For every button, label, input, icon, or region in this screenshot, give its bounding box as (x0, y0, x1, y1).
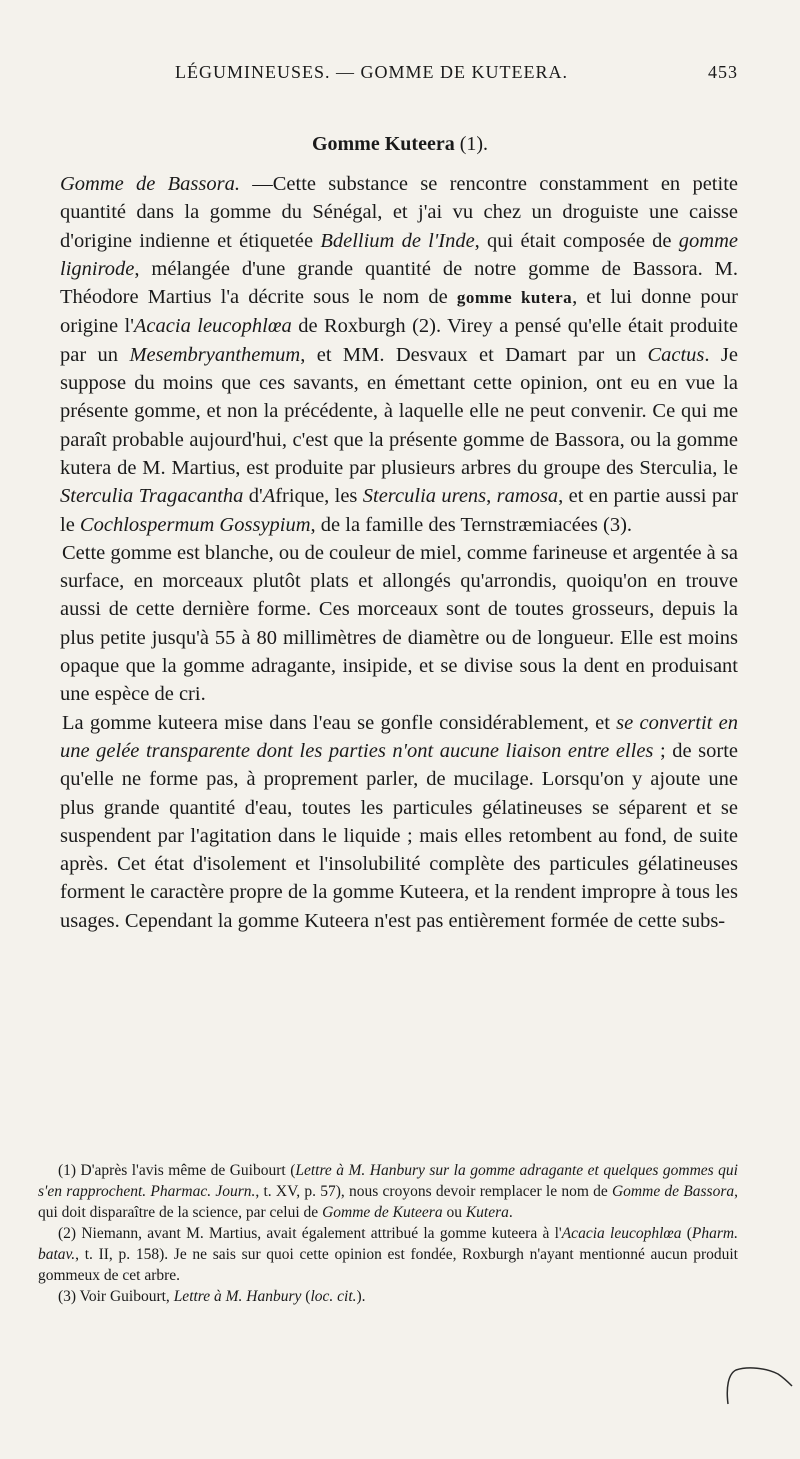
text-run: ou (442, 1204, 466, 1221)
footnote-1 (38, 1160, 738, 1223)
paragraph-properties (60, 709, 738, 935)
text-run: , qui doit disparaître de la science, par celui de (38, 1183, 738, 1221)
text-run: (2) Niemann, avant M. Martius, avait également attribué la gomme kuteera à l' (58, 1225, 562, 1242)
text-run: (3) Voir Guibourt, (58, 1288, 174, 1305)
footnote-3 (38, 1286, 738, 1307)
running-header-title: LÉGUMINEUSES. — GOMME DE KUTEERA. (175, 62, 568, 82)
pencil-mark-icon (722, 1364, 794, 1410)
italic-run: Cactus (647, 343, 705, 366)
italic-run: Lettre à M. Hanbury (173, 1288, 302, 1305)
text-run: ). (356, 1288, 366, 1305)
paragraph-gomme-de-bassora (60, 170, 738, 539)
italic-run: Cochlospermum Gossypium (79, 513, 311, 536)
text-run: d' (243, 485, 263, 508)
bold-run: gomme kutera (456, 288, 573, 308)
italic-run: se convertit en une gelée transparente dont les parties n'ont aucune liaison entre elles (60, 711, 738, 762)
italic-run: gomme lignirode (60, 229, 738, 280)
italic-run: Bdellium de l'Inde (320, 229, 475, 252)
text-run: , t. II, p. 158). Je ne sais sur quoi cette opinion est fondée, Roxburgh n'ayant mentionné aucun produit gommeux de cet arbre. (38, 1246, 738, 1284)
body-text (60, 170, 738, 935)
italic-run: ramosa (496, 485, 559, 508)
text-run: , et lui donne pour origine l' (60, 286, 738, 338)
text-run: , mélangée d'une grande quantité de notre gomme de Bassora. M. Théodore Martius l'a décrite sous le nom de (60, 257, 738, 309)
text-run: —Cette substance se rencontre constamment en petite quantité dans la gomme du Sénégal, et j'ai vu chez un droguiste une caisse d'origine indienne et étiquetée (60, 173, 738, 252)
italic-run: A (262, 485, 276, 508)
text-run: de Roxburgh (2). Virey a pensé qu'elle était produite par un (60, 315, 738, 366)
text-run: , qui était composée de (474, 229, 679, 252)
text-run: . Je suppose du moins que ces savants, en émettant cette opinion, ont eu en vue la présente gomme, et non la précédente, à laquelle elle ne peut convenir. Ce qui me paraît probable aujourd'hui, c'est que la présente gomme de Bassora, ou la gomme kutera de M. Martius, est produite par plusieurs arbres du groupe des Sterculia, le (60, 343, 738, 479)
text-run: frique, les (275, 485, 363, 508)
italic-run: Mesembryanthemum (129, 343, 301, 366)
italic-run: Gomme de Kuteera (322, 1204, 443, 1221)
text-run: , (486, 485, 497, 508)
italic-run: loc. cit. (310, 1288, 357, 1305)
footnote-2 (38, 1223, 738, 1286)
text-run: , de la famille des Ternstræmiacées (3). (310, 513, 633, 536)
page-number: 453 (708, 62, 738, 82)
text-run: Cette gomme est blanche, ou de couleur de miel, comme farineuse et argentée à sa surface, en morceaux plutôt plats et allongés qu'arrondis, quoiqu'on en trouve aussi de cette dernière forme. Ces morceaux sont de toutes grosseurs, depuis la plus petite jusqu'à 55 à 80 millimètres de diamètre ou de longueur. Elle est moins opaque que la gomme adragante, insipide, et se divise sous la dent en produisant une espèce de cri. (60, 541, 738, 706)
italic-run: Pharm. batav. (38, 1225, 738, 1263)
italic-run: Gomme de Bassora. (60, 173, 240, 195)
footnote-reference: (1). (454, 133, 489, 155)
text-run: ( (301, 1288, 311, 1305)
text-run: , et MM. Desvaux et Damart par un (300, 343, 648, 366)
text-run: . (508, 1204, 513, 1221)
italic-run: Acacia leucophlœa (133, 315, 292, 338)
text-run: (1) D'après l'avis même de Guibourt ( (58, 1162, 296, 1179)
text-run: La gomme kuteera mise dans l'eau se gonfle considérablement, et (62, 711, 617, 734)
text-run: ( (681, 1225, 692, 1242)
italic-run: Sterculia Tragacantha (60, 485, 244, 508)
italic-run: Acacia leucophlœa (561, 1225, 682, 1242)
paragraph-description (60, 539, 738, 709)
text-run: , et en partie aussi par le (60, 485, 739, 536)
text-run: ; de sorte qu'elle ne forme pas, à proprement parler, de mucilage. Lorsqu'on y ajoute une plus grande quantité d'eau, toutes les particules gélatineuses se séparent et se suspendent par l'agitation dans le liquide ; mais elles retombent au fond, de suite après. Cet état d'isolement et l'insolubilité complète des particules gélatineuses forment le caractère propre de la gomme Kuteera, et la rendent impropre à tous les usages. Cependant la gomme Kuteera n'est pas entièrement formée de cette subs- (60, 739, 738, 932)
running-header (60, 62, 740, 92)
italic-run: Lettre à M. Hanbury sur la gomme adragante et quelques gommes qui s'en rapprochent. Pharmac. Journ. (38, 1162, 738, 1200)
section-title-text: Gomme Kuteera (311, 133, 455, 155)
section-title (0, 133, 800, 156)
footnotes (38, 1160, 738, 1307)
italic-run: Sterculia urens (362, 485, 487, 508)
italic-run: Gomme de Bassora (611, 1183, 735, 1200)
text-run: , t. XV, p. 57), nous croyons devoir remplacer le nom de (255, 1183, 612, 1200)
italic-run: Kutera (465, 1204, 509, 1221)
